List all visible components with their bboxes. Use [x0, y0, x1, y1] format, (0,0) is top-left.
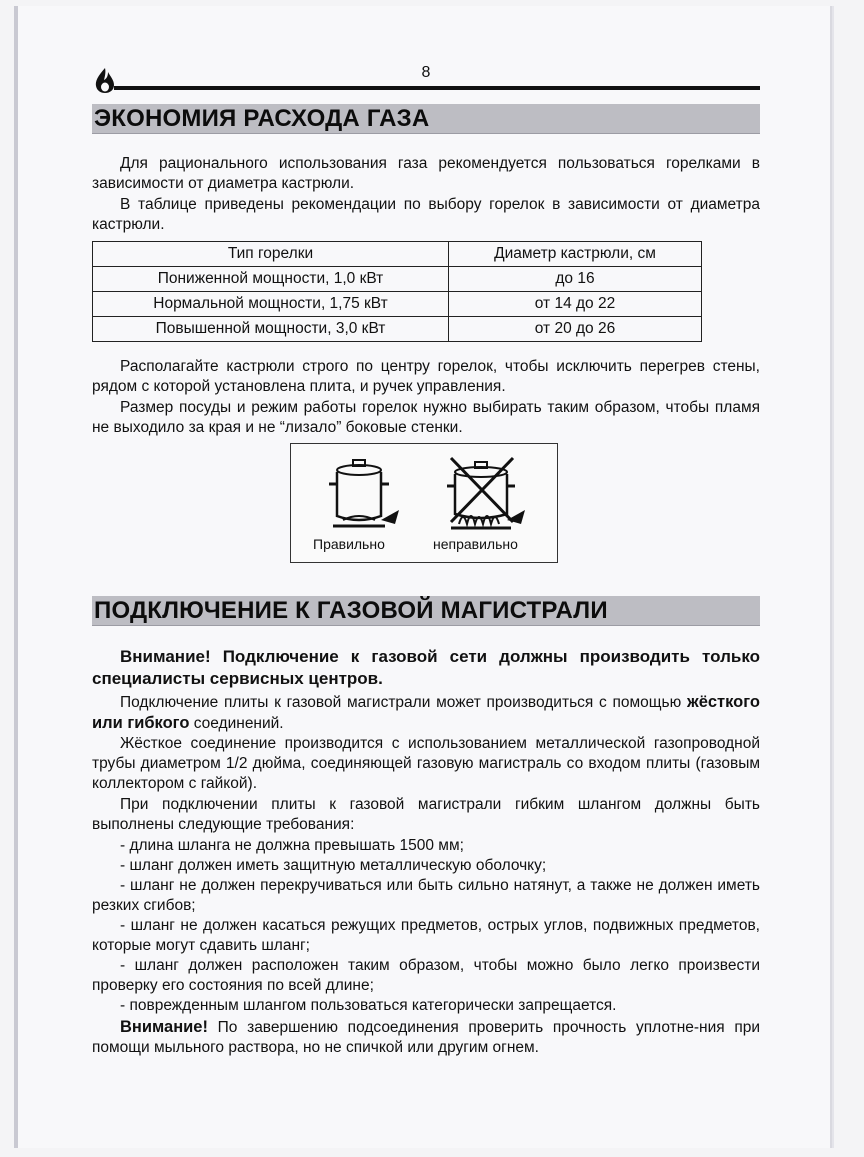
- correct-pot-icon: [329, 460, 399, 526]
- pot-illustration: [291, 444, 557, 539]
- paragraph-bold: жёсткого или гибкого: [92, 693, 760, 732]
- final-warning-text: По завершению подсоединения проверить прочность уплотне-ния при помощи мыльного раствора, но не спичкой или другим огнем.: [92, 1019, 760, 1056]
- paragraph-text: соединений.: [189, 715, 284, 732]
- table-cell: Повышенной мощности, 3,0 кВт: [93, 317, 449, 342]
- table-header-cell: Диаметр кастрюли, см: [449, 242, 702, 267]
- requirement-item: - шланг не должен перекручиваться или быть сильно натянут, а также не должен иметь резких сгибов;: [92, 877, 760, 914]
- section-title-bar: [92, 104, 760, 134]
- paragraph: Жёсткое соединение производится с использованием металлической газопроводной трубы диаметром 1/2 дюйма, соединяющей газовую магистраль со входом плиты (газовым коллектором с гайкой).: [92, 735, 760, 792]
- table-header-row: [93, 242, 702, 267]
- correct-label: Правильно: [313, 536, 385, 552]
- section-title-bar: [92, 596, 760, 626]
- page-header: [92, 64, 760, 94]
- incorrect-label: неправильно: [433, 536, 518, 552]
- table-cell: Пониженной мощности, 1,0 кВт: [93, 267, 449, 292]
- incorrect-pot-icon: [447, 458, 525, 528]
- table-cell: Нормальной мощности, 1,75 кВт: [93, 292, 449, 317]
- requirement-item: - длина шланга не должна превышать 1500 мм;: [120, 837, 464, 854]
- paragraph: Располагайте кастрюли строго по центру горелок, чтобы исключить перегрев стены, рядом с которой установлена плита, и ручек управления.: [92, 358, 760, 395]
- paragraph: Размер посуды и режим работы горелок нужно выбирать таким образом, чтобы пламя не выходило за края и не “лизало” боковые стенки.: [92, 399, 760, 436]
- pot-placement-figure: [290, 443, 558, 563]
- burner-table: [92, 241, 702, 342]
- table-row: [93, 267, 702, 292]
- requirement-item: - шланг должен иметь защитную металлическую оболочку;: [120, 857, 547, 874]
- paragraph: При подключении плиты к газовой магистрали гибким шлангом должны быть выполнены следующие требования:: [92, 796, 760, 833]
- table-header-cell: Тип горелки: [93, 242, 449, 267]
- final-warning-paragraph: [92, 1017, 760, 1058]
- table-row: [93, 292, 702, 317]
- section-title: ПОДКЛЮЧЕНИЕ К ГАЗОВОЙ МАГИСТРАЛИ: [94, 597, 608, 624]
- section-title: ЭКОНОМИЯ РАСХОДА ГАЗА: [94, 105, 430, 132]
- paragraph: [92, 692, 760, 734]
- page-number: 8: [421, 64, 431, 81]
- table-cell: до 16: [449, 267, 702, 292]
- requirement-item: - поврежденным шлангом пользоваться категорически запрещается.: [120, 997, 617, 1014]
- warning-paragraph: [92, 646, 760, 690]
- requirement-item: - шланг не должен касаться режущих предметов, острых углов, подвижных предметов, которые могут сдавить шланг;: [92, 917, 760, 954]
- paragraph: Для рационального использования газа рекомендуется пользоваться горелками в зависимости от диаметра кастрюли.: [92, 155, 760, 192]
- warning-text: Внимание! Подключение к газовой сети должны производить только специалисты сервисных центров.: [92, 647, 760, 688]
- paragraph: В таблице приведены рекомендации по выбору горелок в зависимости от диаметра кастрюли.: [92, 196, 760, 233]
- table-row: [93, 317, 702, 342]
- paragraph-text: Подключение плиты к газовой магистрали может производиться с помощью: [120, 694, 687, 711]
- table-cell: от 20 до 26: [449, 317, 702, 342]
- requirement-item: - шланг должен расположен таким образом, чтобы можно было легко произвести проверку его состояния по всей длине;: [92, 957, 760, 994]
- header-rule: [114, 86, 760, 90]
- table-cell: от 14 до 22: [449, 292, 702, 317]
- final-warning-label: Внимание!: [120, 1018, 208, 1036]
